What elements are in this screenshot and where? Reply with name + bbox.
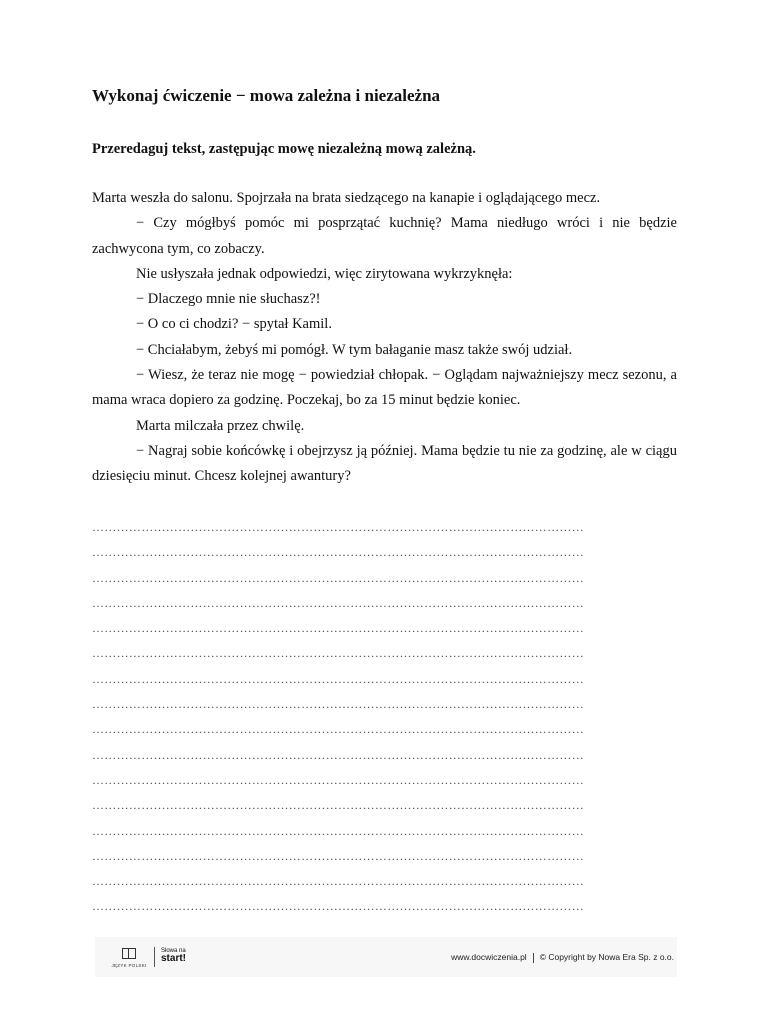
- paragraph: Nie usłyszała jednak odpowiedzi, więc zirytowana wykrzyknęła:: [136, 265, 513, 282]
- answer-line[interactable]: …………………………………………………………………………………………………………: [92, 874, 584, 889]
- logo-divider: [154, 947, 155, 967]
- page-footer: [95, 937, 677, 977]
- answer-line[interactable]: …………………………………………………………………………………………………………: [92, 545, 584, 560]
- answer-line[interactable]: …………………………………………………………………………………………………………: [92, 798, 584, 813]
- answer-line[interactable]: …………………………………………………………………………………………………………: [92, 722, 584, 737]
- paragraph: Marta weszła do salonu. Spojrzała na brata siedzącego na kanapie i oglądającego mecz.: [92, 190, 601, 206]
- website-link[interactable]: www.docwiczenia.pl: [451, 952, 527, 962]
- answer-line[interactable]: …………………………………………………………………………………………………………: [92, 899, 584, 914]
- exercise-instruction: Przeredaguj tekst, zastępując mowę niezależną mową zależną.: [92, 141, 476, 157]
- answer-line[interactable]: …………………………………………………………………………………………………………: [92, 697, 584, 712]
- answer-line[interactable]: …………………………………………………………………………………………………………: [92, 747, 584, 762]
- book-icon: [122, 948, 136, 959]
- paragraph: Marta milczała przez chwilę.: [136, 417, 305, 434]
- jezyk-polski-logo: [109, 945, 149, 971]
- copyright-text: © Copyright by Nowa Era Sp. z o.o.: [539, 952, 674, 962]
- answer-line[interactable]: …………………………………………………………………………………………………………: [92, 570, 584, 585]
- paragraph: − Chciałabym, żebyś mi pomógł. W tym bałaganie masz także swój udział.: [136, 341, 573, 358]
- answer-line[interactable]: …………………………………………………………………………………………………………: [92, 646, 584, 661]
- paragraph: − Nagraj sobie końcówkę i obejrzysz ją później. Mama będzie tu nie za godzinę, ale w ciągu dziesięciu minut. Chcesz kolejnej awantury?: [92, 442, 677, 485]
- brand-line-1: Słowa na: [161, 948, 186, 954]
- paragraph: − Czy mógłbyś pomóc mi posprzątać kuchnię? Mama niedługo wróci i nie będzie zachwycona tym, co zobaczy.: [92, 215, 677, 257]
- answer-line[interactable]: …………………………………………………………………………………………………………: [92, 671, 584, 686]
- answer-line[interactable]: …………………………………………………………………………………………………………: [92, 848, 584, 863]
- paragraph: − Dlaczego mnie nie słuchasz?!: [136, 291, 321, 308]
- answer-line[interactable]: …………………………………………………………………………………………………………: [92, 520, 584, 534]
- logo-subtitle: JĘZYK POLSKI: [111, 963, 147, 968]
- brand-line-2: start!: [161, 953, 187, 964]
- exercise-text: [92, 186, 677, 490]
- answer-line[interactable]: …………………………………………………………………………………………………………: [92, 823, 584, 838]
- footer-separator: [533, 953, 534, 963]
- paragraph: − Wiesz, że teraz nie mogę − powiedział chłopak. − Oglądam najważniejszy mecz sezonu, a mama wraca dopiero za godzinę. Poczekaj, bo za 15 minut będzie koniec.: [92, 367, 677, 409]
- paragraph: − O co ci chodzi? − spytał Kamil.: [136, 316, 332, 333]
- slowa-na-start-logo: [161, 947, 186, 963]
- answer-line[interactable]: …………………………………………………………………………………………………………: [92, 621, 584, 636]
- page-title: Wykonaj ćwiczenie − mowa zależna i niezależna: [92, 86, 441, 105]
- answer-line[interactable]: …………………………………………………………………………………………………………: [92, 772, 584, 787]
- footer-credits: [451, 952, 674, 963]
- answer-lines: [92, 515, 677, 920]
- answer-line[interactable]: …………………………………………………………………………………………………………: [92, 595, 584, 610]
